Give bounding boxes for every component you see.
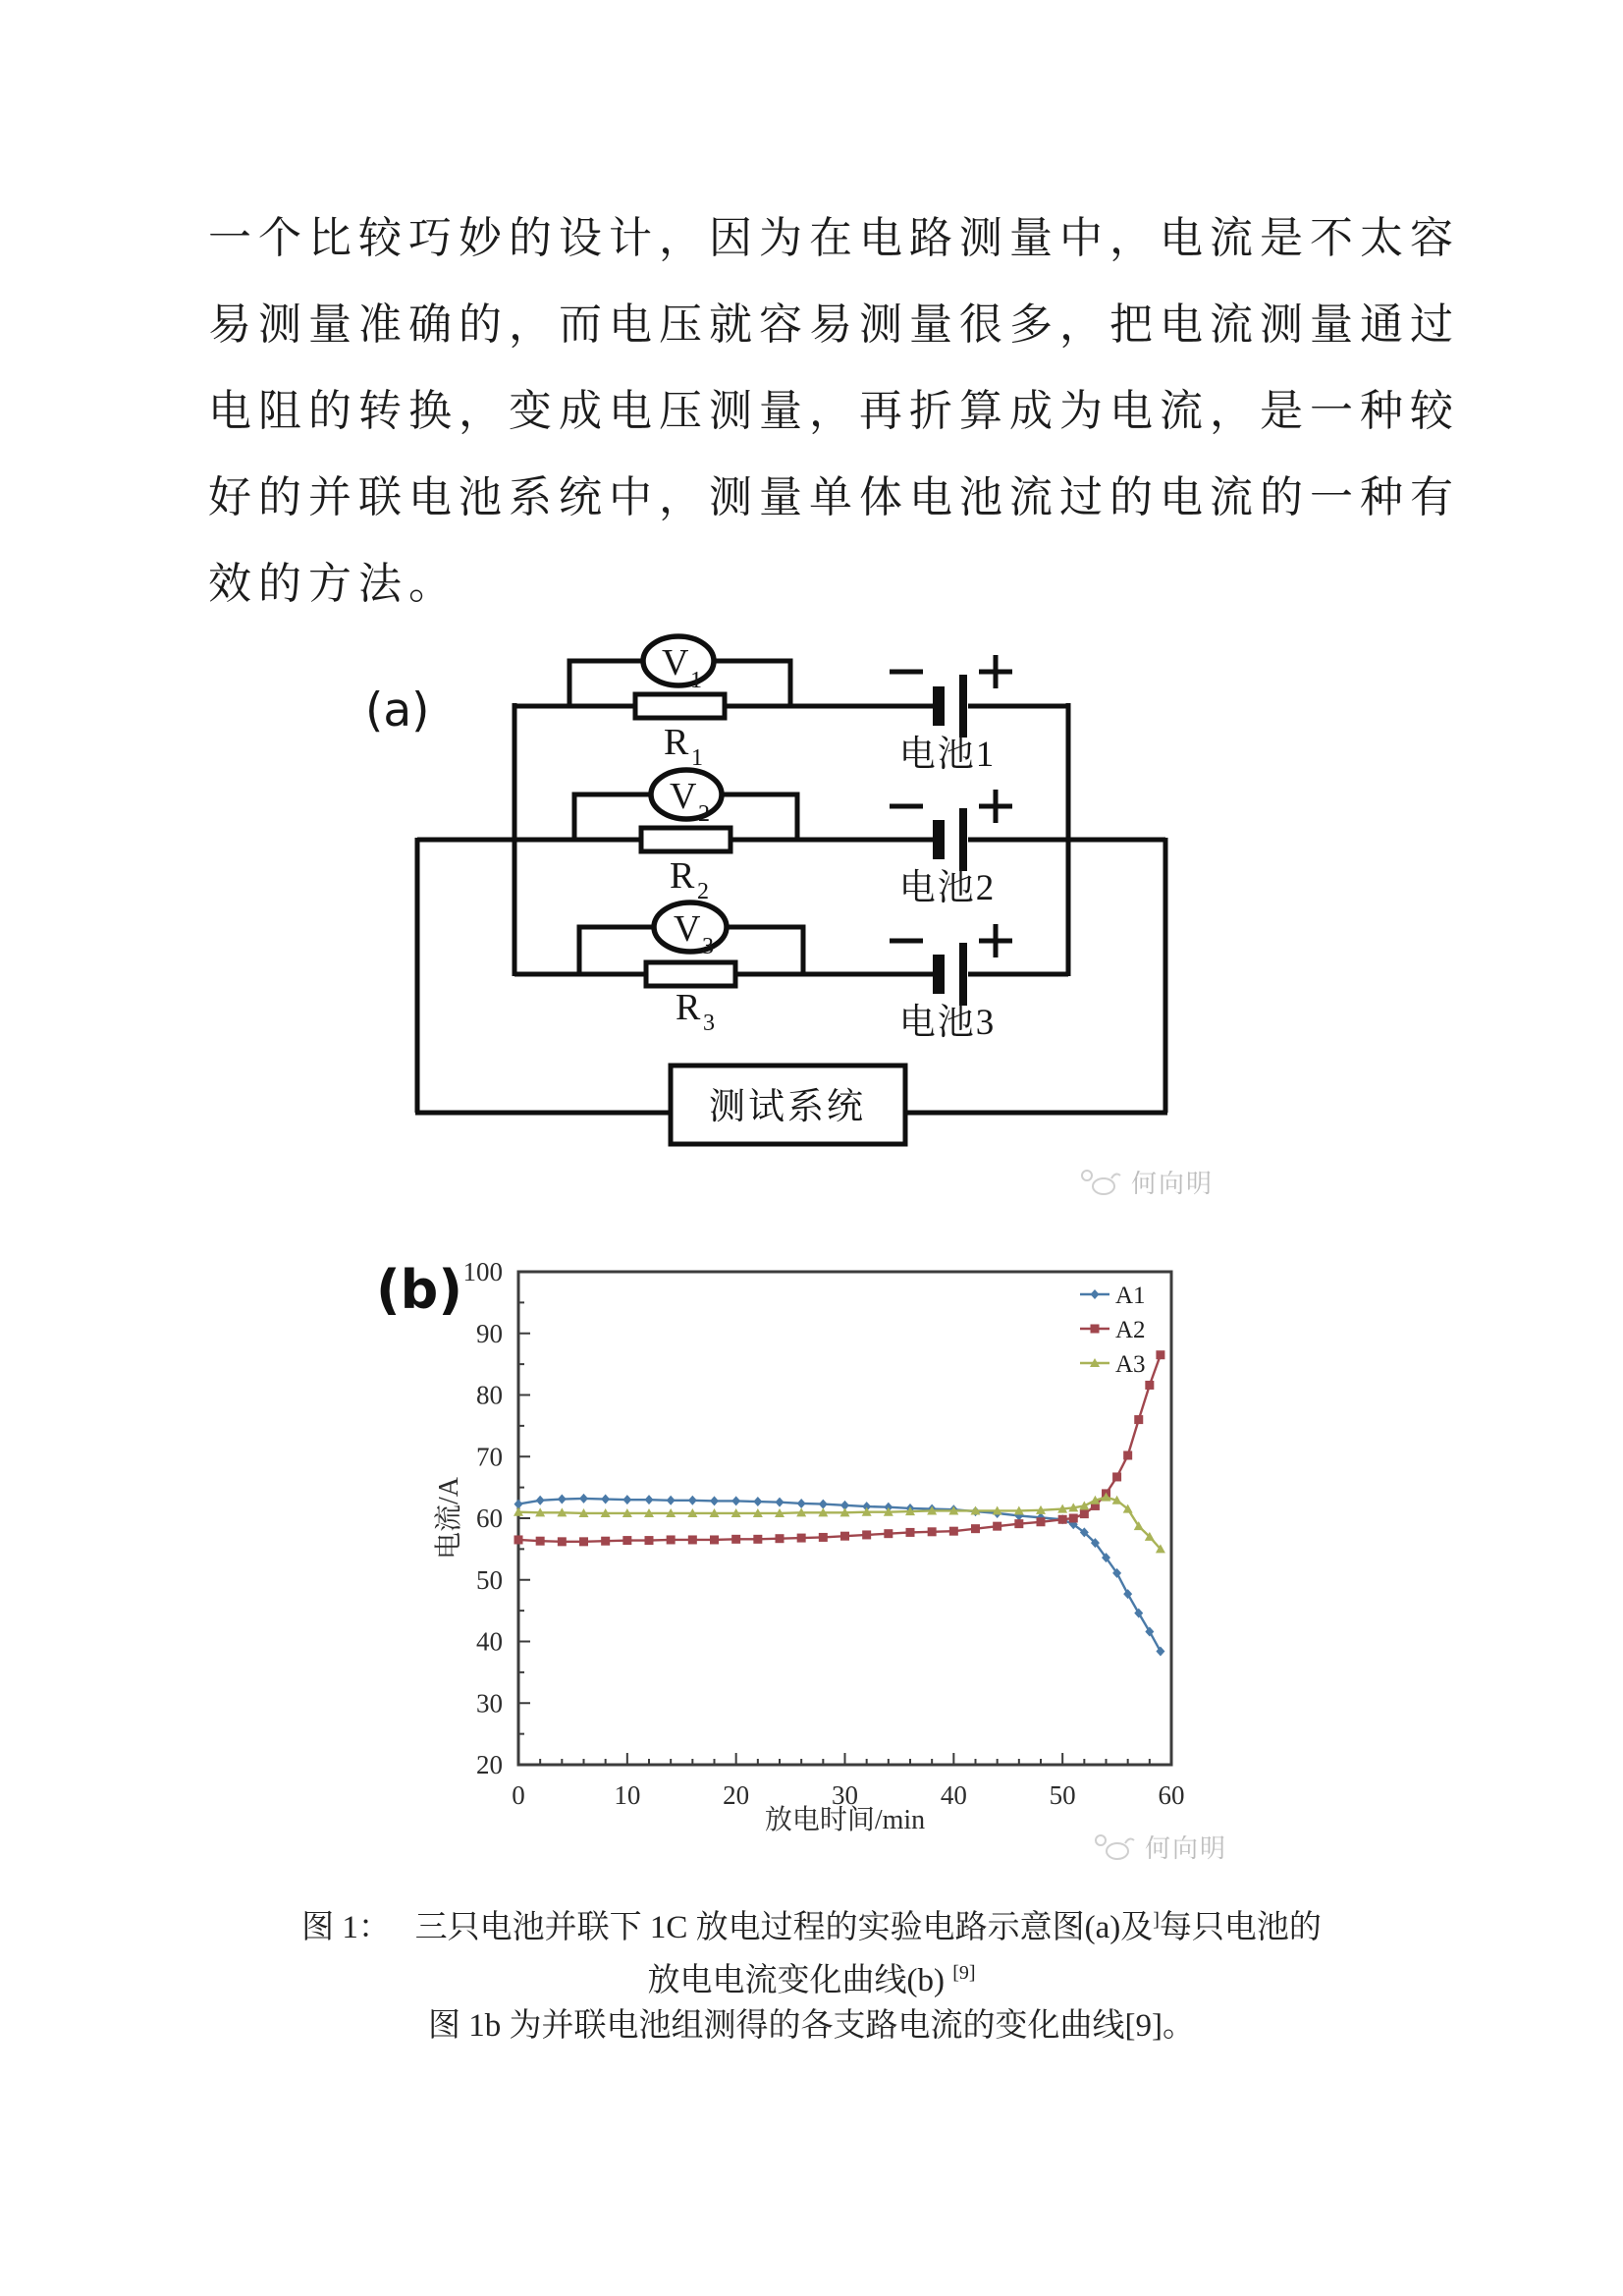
figure-caption xyxy=(0,1897,1623,2049)
watermark-logo-icon xyxy=(1078,1167,1123,1198)
data-marker xyxy=(1069,1514,1078,1523)
data-marker xyxy=(797,1499,806,1508)
circuit-diagram-figure-a xyxy=(353,619,1188,1208)
caption-line-2: 放电电流变化曲线(b) [9] xyxy=(647,1962,976,1998)
y-tick-label: 90 xyxy=(476,1318,503,1348)
data-marker xyxy=(1123,1450,1132,1459)
y-tick-label: 50 xyxy=(476,1564,503,1595)
data-marker xyxy=(776,1498,784,1507)
resistor-r2-sub: 2 xyxy=(697,879,709,904)
caption-ref-9: [9] xyxy=(952,1962,976,1984)
data-marker xyxy=(1091,1289,1100,1299)
resistor-r1-label: R xyxy=(664,722,689,763)
caption-sup-bracket: ] xyxy=(1153,1909,1160,1931)
y-tick-label: 60 xyxy=(476,1503,503,1533)
data-marker xyxy=(776,1534,784,1543)
x-tick-label: 30 xyxy=(832,1780,858,1810)
y-tick-label: 100 xyxy=(462,1257,503,1286)
figure-a-label: (a) xyxy=(365,683,430,738)
battery-2-label: 电池2 xyxy=(898,868,997,908)
data-marker xyxy=(819,1500,828,1509)
voltmeter-v3-sub: 3 xyxy=(702,934,714,959)
figure-b-label: (b) xyxy=(376,1259,463,1321)
data-marker xyxy=(558,1537,567,1546)
data-marker xyxy=(622,1536,631,1545)
data-marker xyxy=(1058,1515,1067,1524)
paragraph-line: 好的并联电池系统中，测量单体电池流过的电流的一种有 xyxy=(208,473,1460,521)
data-marker xyxy=(536,1496,545,1505)
chart-plot-area xyxy=(433,1257,1185,1835)
data-marker xyxy=(1080,1509,1089,1518)
x-axis-title: 放电时间/min xyxy=(764,1805,926,1835)
data-marker xyxy=(622,1495,631,1504)
watermark-text: 何向明 xyxy=(1131,1170,1215,1198)
data-marker xyxy=(1037,1517,1046,1526)
data-marker xyxy=(928,1527,937,1536)
paragraph-line: 一个比较巧妙的设计，因为在电路测量中，电流是不太容 xyxy=(208,214,1460,262)
y-tick-label: 80 xyxy=(476,1380,503,1410)
legend-item-A3 xyxy=(1080,1351,1146,1378)
paragraph-line: 电阻的转换，变成电压测量，再折算成为电流，是一种较 xyxy=(208,387,1460,435)
data-marker xyxy=(645,1495,654,1504)
data-marker xyxy=(1145,1381,1154,1390)
data-marker xyxy=(1134,1415,1143,1424)
voltmeter-v3-label: V xyxy=(674,908,701,950)
data-marker xyxy=(710,1535,719,1544)
y-tick-label: 20 xyxy=(476,1750,503,1779)
legend-label: A3 xyxy=(1115,1351,1146,1378)
y-tick-label: 30 xyxy=(476,1688,503,1719)
data-marker xyxy=(710,1496,719,1505)
watermark-logo-icon xyxy=(1092,1831,1137,1863)
x-tick-label: 40 xyxy=(940,1780,967,1810)
data-marker xyxy=(1156,1350,1164,1359)
legend-item-A1 xyxy=(1080,1283,1146,1309)
legend-item-A2 xyxy=(1080,1317,1146,1343)
data-marker xyxy=(558,1495,567,1504)
voltmeter-v1-sub: 1 xyxy=(690,668,702,693)
y-axis-title: 电流/A xyxy=(434,1476,464,1560)
caption-line-1: 图 1： 三只电池并联下 1C 放电过程的实验电路示意图(a)及]每只电池的 xyxy=(301,1909,1322,1945)
data-marker xyxy=(731,1496,740,1505)
data-marker xyxy=(667,1496,676,1505)
legend-label: A1 xyxy=(1115,1283,1146,1309)
battery-1-label: 电池1 xyxy=(898,735,997,775)
data-marker xyxy=(667,1535,676,1544)
data-marker xyxy=(731,1535,740,1544)
data-marker xyxy=(688,1535,697,1544)
resistor-r1-sub: 1 xyxy=(691,745,703,771)
data-marker xyxy=(993,1522,1001,1531)
data-marker xyxy=(753,1497,762,1506)
data-marker xyxy=(688,1496,697,1505)
data-marker xyxy=(579,1537,588,1546)
legend-label: A2 xyxy=(1115,1317,1146,1343)
data-marker xyxy=(579,1494,588,1503)
battery-labels xyxy=(899,734,997,1043)
data-marker xyxy=(601,1495,610,1504)
body-paragraph xyxy=(208,195,1460,628)
data-marker xyxy=(1091,1325,1100,1334)
chart-series-A2 xyxy=(514,1350,1165,1546)
voltmeter-v1-label: V xyxy=(662,642,689,683)
watermark-figure-b xyxy=(1092,1829,1227,1865)
data-marker xyxy=(840,1532,849,1541)
data-marker xyxy=(1112,1472,1121,1481)
data-marker xyxy=(601,1537,610,1546)
data-marker xyxy=(862,1530,871,1539)
x-tick-label: 10 xyxy=(614,1780,641,1810)
battery-3-label: 电池3 xyxy=(898,1003,997,1043)
data-marker xyxy=(949,1527,958,1536)
discharge-current-chart-figure-b xyxy=(363,1232,1237,1871)
polarity-marks xyxy=(890,655,1012,957)
data-marker xyxy=(819,1533,828,1542)
battery-symbols xyxy=(939,675,963,1006)
watermark-figure-a xyxy=(1078,1164,1214,1200)
resistor-r3-label: R xyxy=(676,987,701,1028)
data-marker xyxy=(797,1534,806,1543)
data-marker xyxy=(645,1536,654,1545)
data-marker xyxy=(884,1529,893,1538)
data-marker xyxy=(971,1524,980,1533)
data-marker xyxy=(753,1535,762,1544)
data-marker xyxy=(536,1537,545,1546)
circuit-wires xyxy=(415,661,1167,1113)
data-marker xyxy=(1014,1519,1023,1528)
x-tick-label: 0 xyxy=(512,1780,525,1810)
x-tick-label: 50 xyxy=(1049,1780,1076,1810)
y-tick-label: 40 xyxy=(476,1626,503,1657)
paragraph-line: 易测量准确的，而电压就容易测量很多，把电流测量通过 xyxy=(208,301,1460,349)
data-marker xyxy=(514,1535,523,1544)
resistor-r3-sub: 3 xyxy=(703,1011,715,1036)
data-marker xyxy=(906,1528,915,1537)
x-tick-label: 20 xyxy=(723,1780,750,1810)
test-system-label: 测试系统 xyxy=(709,1087,866,1127)
voltmeter-v2-label: V xyxy=(670,776,697,817)
caption-line-3: 图 1b 为并联电池组测得的各支路电流的变化曲线[9]。 xyxy=(428,2008,1195,2044)
voltmeter-v2-sub: 2 xyxy=(698,801,710,827)
y-tick-label: 70 xyxy=(476,1442,503,1472)
x-tick-label: 60 xyxy=(1158,1780,1185,1810)
paragraph-line: 效的方法。 xyxy=(208,560,459,608)
watermark-text: 何向明 xyxy=(1145,1834,1228,1863)
resistor-r2-label: R xyxy=(670,855,695,897)
